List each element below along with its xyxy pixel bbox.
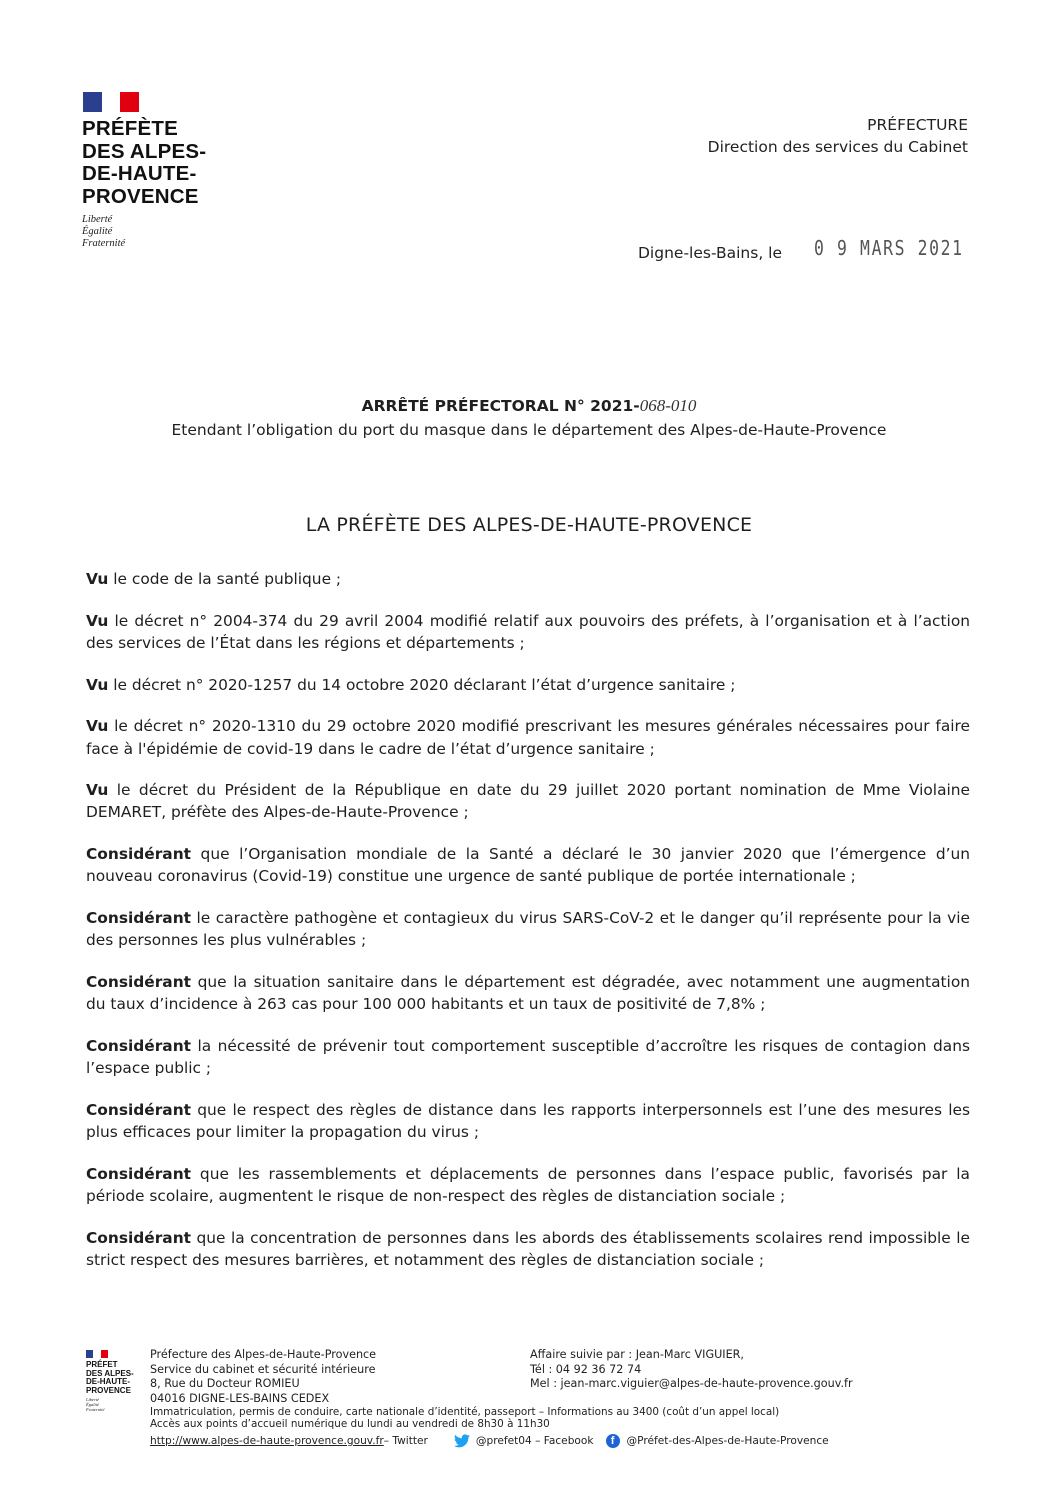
paragraph-lead: Considérant	[86, 1228, 192, 1247]
paragraph-lead: Vu	[86, 611, 109, 630]
footer-contact-line: Affaire suivie par : Jean-Marc VIGUIER,	[530, 1348, 744, 1361]
authority-heading: LA PRÉFÈTE DES ALPES-DE-HAUTE-PROVENCE	[305, 514, 753, 536]
paragraph	[86, 1163, 970, 1207]
footer-address-line: 04016 DIGNE-LES-BAINS CEDEX	[150, 1391, 330, 1405]
paragraph-lead: Vu	[86, 781, 109, 800]
header-service: PRÉFECTURE	[867, 116, 968, 134]
footer-address-line: Service du cabinet et sécurité intérieure	[150, 1362, 376, 1376]
paragraph	[86, 1227, 970, 1271]
header-direction: Direction des services du Cabinet	[707, 138, 968, 156]
facebook-page[interactable]: @Préfet-des-Alpes-de-Haute-Provence	[626, 1435, 829, 1447]
date-place: Digne-les-Bains, le	[638, 244, 783, 262]
twitter-label: – Twitter	[383, 1435, 428, 1447]
paragraph-lead: Considérant	[86, 909, 192, 928]
twitter-handle[interactable]: @prefet04 – Facebook	[475, 1435, 594, 1447]
paragraph-text: que la situation sanitaire dans le département est dégradée, avec notamment une augmentation du taux d’incidence à 263 cas pour 100 000 habitants et un taux de positivité de 7,8% ;	[86, 972, 970, 1014]
paragraph	[86, 907, 970, 951]
paragraph-text: que l’Organisation mondiale de la Santé a déclaré le 30 janvier 2020 que l’émergence d’un nouveau coronavirus (Covid-19) constitue une urgence de santé publique de portée internationale ;	[86, 845, 970, 886]
logo-title: PRÉFÈTE DES ALPES- DE-HAUTE- PROVENCE	[82, 117, 207, 208]
paragraph-text: que la concentration de personnes dans les abords des établissements scolaires rend impossible le strict respect des mesures barrières, et notamment des règles de distanciation sociale ;	[86, 1228, 970, 1269]
paragraph-text: que les rassemblements et déplacements de personnes dans l’espace public, favorisés par la période scolaire, augmentent le risque de non-respect des règles de distanciation sociale ;	[86, 1164, 970, 1205]
footer-logo-motto: Liberté Égalité Fraternité	[86, 1397, 105, 1412]
paragraph	[86, 843, 970, 887]
paragraph-lead: Considérant	[86, 1100, 192, 1119]
arrete-subtitle: Etendant l’obligation du port du masque dans le département des Alpes-de-Haute-Provence	[171, 421, 887, 439]
footer-info	[150, 1407, 870, 1430]
footer-contact	[530, 1348, 853, 1392]
paragraph	[86, 610, 970, 654]
footer-social	[150, 1434, 829, 1448]
paragraph-lead: Considérant	[86, 972, 192, 991]
arrete-title-prefix: ARRÊTÉ PRÉFECTORAL N° 2021-	[361, 397, 640, 415]
paragraph-text: le décret du Président de la République en date du 29 juillet 2020 portant nomination de Mme Violaine DEMARET, préfète des Alpes-de-Haute-Provence ;	[86, 781, 970, 822]
footer-address-line: 8, Rue du Docteur ROMIEU	[150, 1377, 300, 1390]
paragraph	[86, 779, 970, 823]
footer-info-line: Accès aux points d’accueil numérique du lundi au vendredi de 8h30 à 11h30	[150, 1417, 550, 1430]
footer-address	[150, 1348, 376, 1406]
footer-flag-icon	[86, 1350, 108, 1358]
document-footer	[0, 1340, 1058, 1460]
paragraph-lead: Considérant	[86, 1036, 192, 1055]
footer-contact-email[interactable]: Mel : jean-marc.viguier@alpes-de-haute-provence.gouv.fr	[530, 1377, 853, 1390]
footer-address-line: Préfecture des Alpes-de-Haute-Provence	[150, 1348, 377, 1361]
footer-logo-title: PRÉFET DES ALPES- DE-HAUTE- PROVENCE	[86, 1360, 134, 1395]
paragraph-lead: Vu	[86, 570, 109, 588]
paragraph-text: le caractère pathogène et contagieux du virus SARS-CoV-2 et le danger qu’il représente pour la vie des personnes les plus vulnérables ;	[86, 909, 970, 950]
document-body	[86, 568, 970, 1290]
paragraph-lead: Considérant	[86, 1164, 192, 1183]
website-link[interactable]: http://www.alpes-de-haute-provence.gouv.fr	[150, 1435, 384, 1447]
paragraph-text: le décret n° 2020-1310 du 29 octobre 2020 modifié prescrivant les mesures générales nécessaires pour faire face à l'épidémie de covid-19 dans le cadre de l’état d’urgence sanitaire ;	[86, 717, 970, 758]
header-service-block	[708, 114, 968, 158]
logo-motto: Liberté Égalité Fraternité	[82, 214, 126, 249]
paragraph-text: la nécessité de prévenir tout comportement susceptible d’accroître les risques de contagion dans l’espace public ;	[86, 1036, 970, 1078]
paragraph-text: le décret n° 2020-1257 du 14 octobre 2020 déclarant l’état d’urgence sanitaire ;	[108, 675, 736, 694]
paragraph-lead: Vu	[86, 675, 109, 694]
date-stamp: 0 9 MARS 2021	[814, 236, 964, 260]
paragraph	[86, 715, 970, 759]
marianne-flag-icon	[83, 92, 139, 112]
twitter-icon[interactable]	[454, 1434, 470, 1448]
footer-logo	[86, 1350, 146, 1412]
facebook-icon[interactable]: f	[606, 1434, 620, 1448]
paragraph	[86, 971, 970, 1015]
arrete-title	[0, 396, 1058, 416]
arrete-number-handwritten: 068-010	[639, 396, 697, 415]
paragraph	[86, 1099, 970, 1143]
paragraph-lead: Vu	[86, 717, 109, 736]
paragraph	[86, 1035, 970, 1079]
paragraph-text: le code de la santé publique ;	[108, 570, 342, 588]
paragraph-text: le décret n° 2004-374 du 29 avril 2004 modifié relatif aux pouvoirs des préfets, à l’organisation et à l’action des services de l’État dans les régions et départements ;	[86, 611, 970, 652]
prefecture-logo	[82, 92, 222, 250]
footer-contact-line: Tél : 04 92 36 72 74	[530, 1362, 642, 1376]
paragraph	[86, 674, 970, 696]
paragraph-text: que le respect des règles de distance dans les rapports interpersonnels est l’une des mesures les plus efficaces pour limiter la propagation du virus ;	[86, 1100, 970, 1141]
paragraph-lead: Considérant	[86, 845, 192, 864]
paragraph	[86, 568, 970, 590]
footer-info-line: Immatriculation, permis de conduire, carte nationale d’identité, passeport – Informations au 3400 (coût d’un appel local)	[150, 1406, 780, 1418]
